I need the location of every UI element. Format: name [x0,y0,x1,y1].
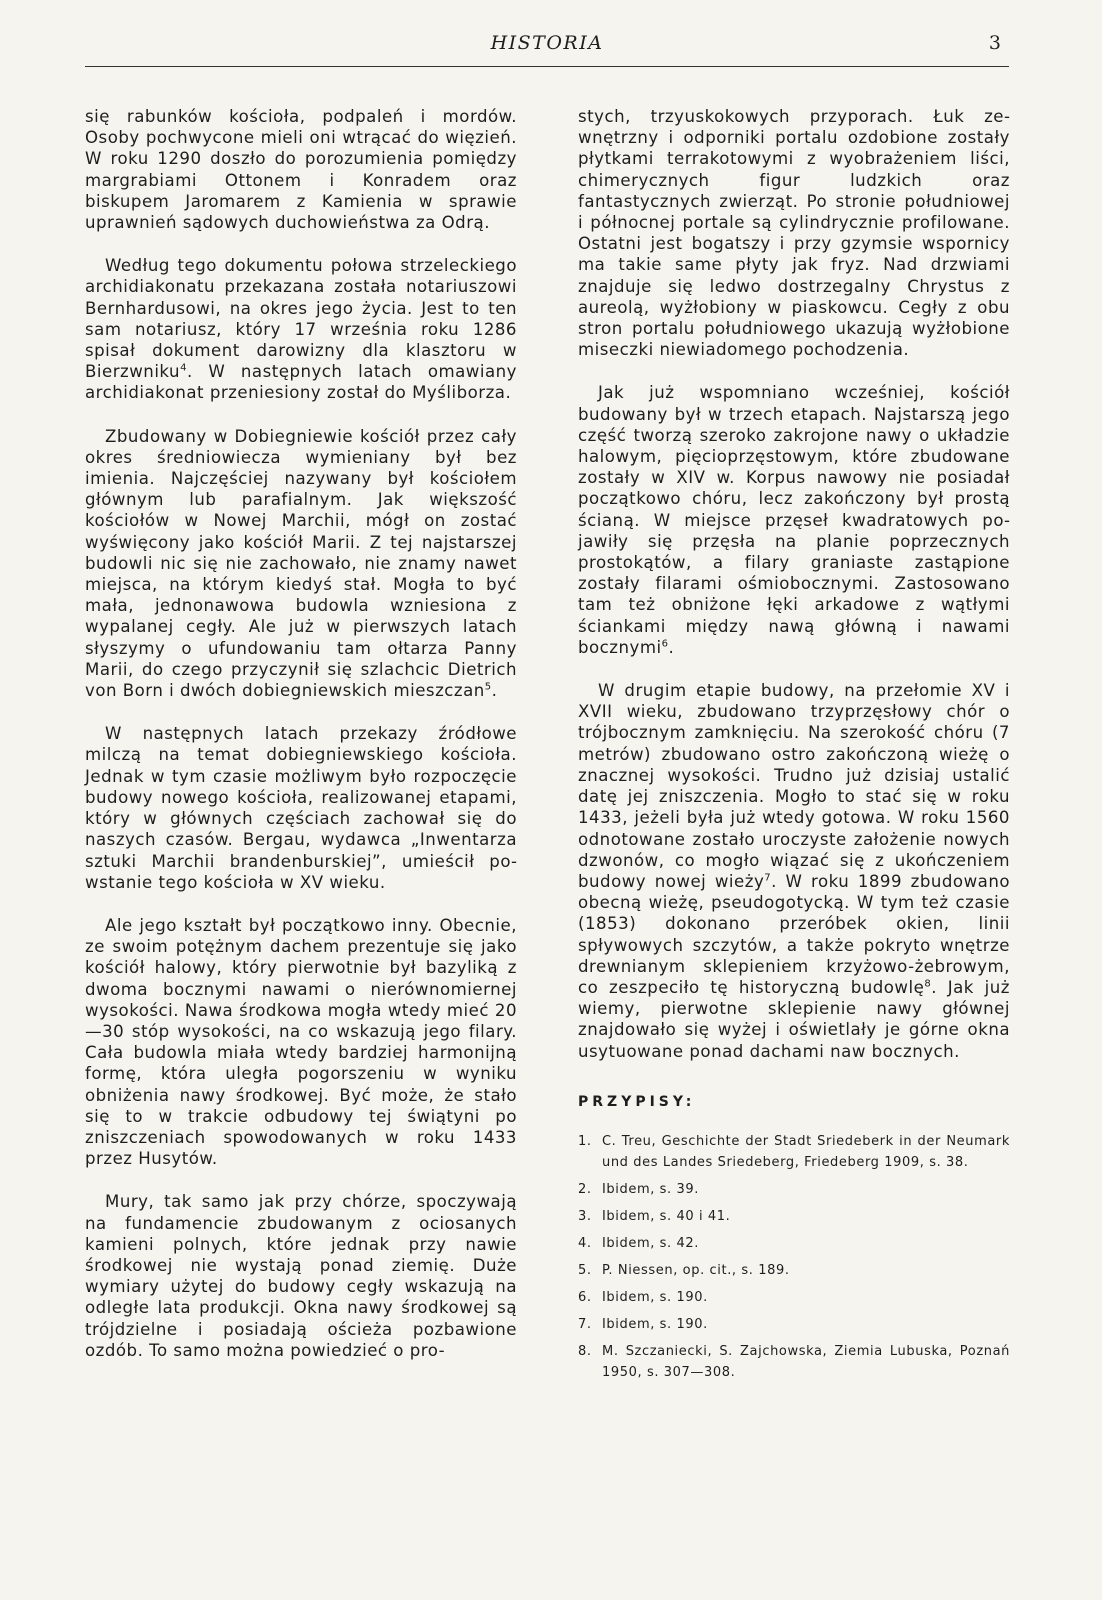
footnotes-heading: PRZYPISY: [578,1093,696,1110]
footnotes-list [578,1131,1010,1383]
paragraph: Ale jego kształt był początkowo inny. Obecnie, ze swoim potężnym dachem prezentuje się jako kościół halowy, który pierwotnie był bazyliką z dwoma bocznymi nawami o nierównomiernej wysokości. Nawa środkowa mogła wtedy mieć 20—30 stóp wysokości, na co wskazują jego filary. Cała budowla miała wtedy bardziej harmonijną formę, która uległa pogorszeniu w wyniku obniżenia nawy środkowej. Być może, że stało się to w trakcie odbudowy tej świątyni po zniszczeniach spowodowanych w roku 1433 przez Husytów. [85,915,517,1169]
footnote-item: 2. Ibidem, s. 39. [578,1181,699,1197]
footnote-ref[interactable]: 6 [661,638,669,650]
left-column [85,106,517,1383]
footnote-item: 1. C. Treu, Geschichte der Stadt Sriedeberk in der Neumark und des Landes Sriedeberg, Friedeberg 1909, s. 38. [578,1133,1010,1170]
running-header [85,30,1009,67]
paragraph: W następnych latach przekazy źródłowe milczą na temat dobiegniewskiego kościoła. Jednak w tym czasie możliwym było rozpoczęcie budowy nowego kościoła, realizowanej etapami, który w głównych częściach zachował się do naszych czasów. Bergau, wydawca „Inwentarza sztuki Marchii brandenburskiej”, umieścił powstanie tego kościoła w XV wieku. [85,724,517,892]
page-number: 3 [988,32,1001,54]
footnote-item: 3. Ibidem, s. 40 i 41. [578,1208,731,1224]
footnote-ref[interactable]: 5 [484,681,492,693]
paragraph: się rabunków kościoła, podpaleń i mordów. Osoby pochwycone mieli oni wtrącać do więzień. W roku 1290 doszło do porozumienia pomiędzy margrabiami Ottonem i Konradem oraz biskupem Jaromarem z Kamienia w sprawie uprawnień sądowych duchowieństwa za Odrą. [85,107,517,233]
paragraph: Mury, tak samo jak przy chórze, spoczywają na fundamencie zbudowanym z ociosanych kamieni polnych, które jednak przy nawie środkowej nie wystają ponad ziemię. Duże wymiary użytej do budowy cegły wskazują na odległe lata produkcji. Okna nawy środkowej są trójdzielne i posiadają ościeża pozbawione ozdób. To samo można powiedzieć o pro- [85,1192,517,1360]
paragraph: stych, trzyuskokowych przyporach. Łuk zewnętrzny i odporniki portalu ozdobione zostały płytkami terrakotowymi z wyobrażeniem liści, chimerycznych figur ludzkich oraz fantastycznych zwierząt. Po stronie południowej i północnej portale są cylindrycznie profilowane. Ostatni jest bogatszy i przy gzymsie wspornicy ma takie same płyty jak fryz. Nad drzwiami znajduje się ledwo dostrzegalny Chrystus z aureolą, wyżłobiony w piaskowcu. Cegły z obu stron portalu południowego ukazują wyżłobione miseczki niewiadomego pochodzenia. [578,107,1010,360]
paragraph: Według tego dokumentu połowa strzeleckiego archidiakonatu przekazana została notariuszowi Bernhardusowi, na okres jego życia. Jest to ten sam notariusz, który 17 września roku 1286 spisał dokument darowizny dla klasztoru w Bierzwniku$^4$. W następnych latach omawiany archidiakonat przeniesiony został do Myśliborza. [85,256,517,403]
footnote-item: 5. P. Niessen, op. cit., s. 189. [578,1262,790,1278]
paragraph: Zbudowany w Dobiegniewie kościół przez cały okres średniowiecza wymieniany był bez imienia. Najczęściej nazywany był kościołem głównym lub parafialnym. Jak większość kościołów w Nowej Marchii, mógł on zostać wyświęcony jako kościół Marii. Z tej najstarszej budowli nic się nie zachowało, nie znamy nawet miejsca, na którym kiedyś stał. Mogła to być mała, jednonawowa budowla wzniesiona z wypalanej cegły. Ale już w pierwszych latach słyszymy o ufundowaniu tam ołtarza Panny Marii, do czego przyczynił się szlachcic Dietrich von Born i dwóch dobiegniewskich mieszczan$^5$. [85,426,517,701]
footnote-ref[interactable]: 7 [764,872,772,884]
paragraph: Jak już wspomniano wcześniej, kościół budowany był w trzech etapach. Najstarszą jego część tworzą szeroko zakrojone nawy o układzie halowym, pięcioprzęstowym, które zbudowane zostały w XIV w. Korpus nawowy nie posiadał początkowo chóru, lecz zakończony był prostą ścianą. W miejsce przęseł kwadratowych pojawiły się przęsła na planie poprzecznych prostokątów, a filary graniaste zastąpione zostały filarami ośmiobocznymi. Zastosowano tam też obniżone łęki arkadowe z wątłymi ściankami między nawą główną i nawami bocznymi$^6$. [578,383,1010,657]
footnote-ref[interactable]: 4 [180,362,187,374]
footnote-item: 8. M. Szczaniecki, S. Zajchowska, Ziemia Lubuska, Poznań 1950, s. 307—308. [578,1343,1010,1380]
footnote-item: 6. Ibidem, s. 190. [578,1289,708,1305]
footnote-item: 7. Ibidem, s. 190. [578,1316,708,1332]
footnote-ref[interactable]: 8 [924,978,932,990]
footnote-item: 4. Ibidem, s. 42. [578,1235,699,1251]
section-title: HISTORIA [490,32,604,54]
paragraph: W drugim etapie budowy, na przełomie XV i XVII wieku, zbudowano trzyprzęsłowy chór o trójbocznym zamknięciu. Na szerokość chóru (7 metrów) zbudowano ostro zakończoną wieżę o znacznej wysokości. Trudno już dzisiaj ustalić datę jej zniszczenia. Mogło to stać się w roku 1433, jeżeli była już wtedy gotowa. W roku 1560 odnotowane zostało uroczyste założenie nowych dzwonów, co mogło wiązać się z ukończeniem budowy nowej wieży$^7$. W roku 1899 zbudowano obecną wieżę, pseudogotycką. W tym też czasie (1853) dokonano przeróbek okien, linii spływowych szczytów, a także pokryto wnętrze drewnianym sklepieniem krzyżowo-żebrowym, co zeszpeciło tę historyczną budowlę$^8$. Jak już wiemy, pierwotne sklepienie nawy głównej znajdowało się wyżej i oświetlały je górne okna usytuowane ponad dachami naw bocznych. [578,681,1010,1061]
right-column [578,106,1010,1389]
